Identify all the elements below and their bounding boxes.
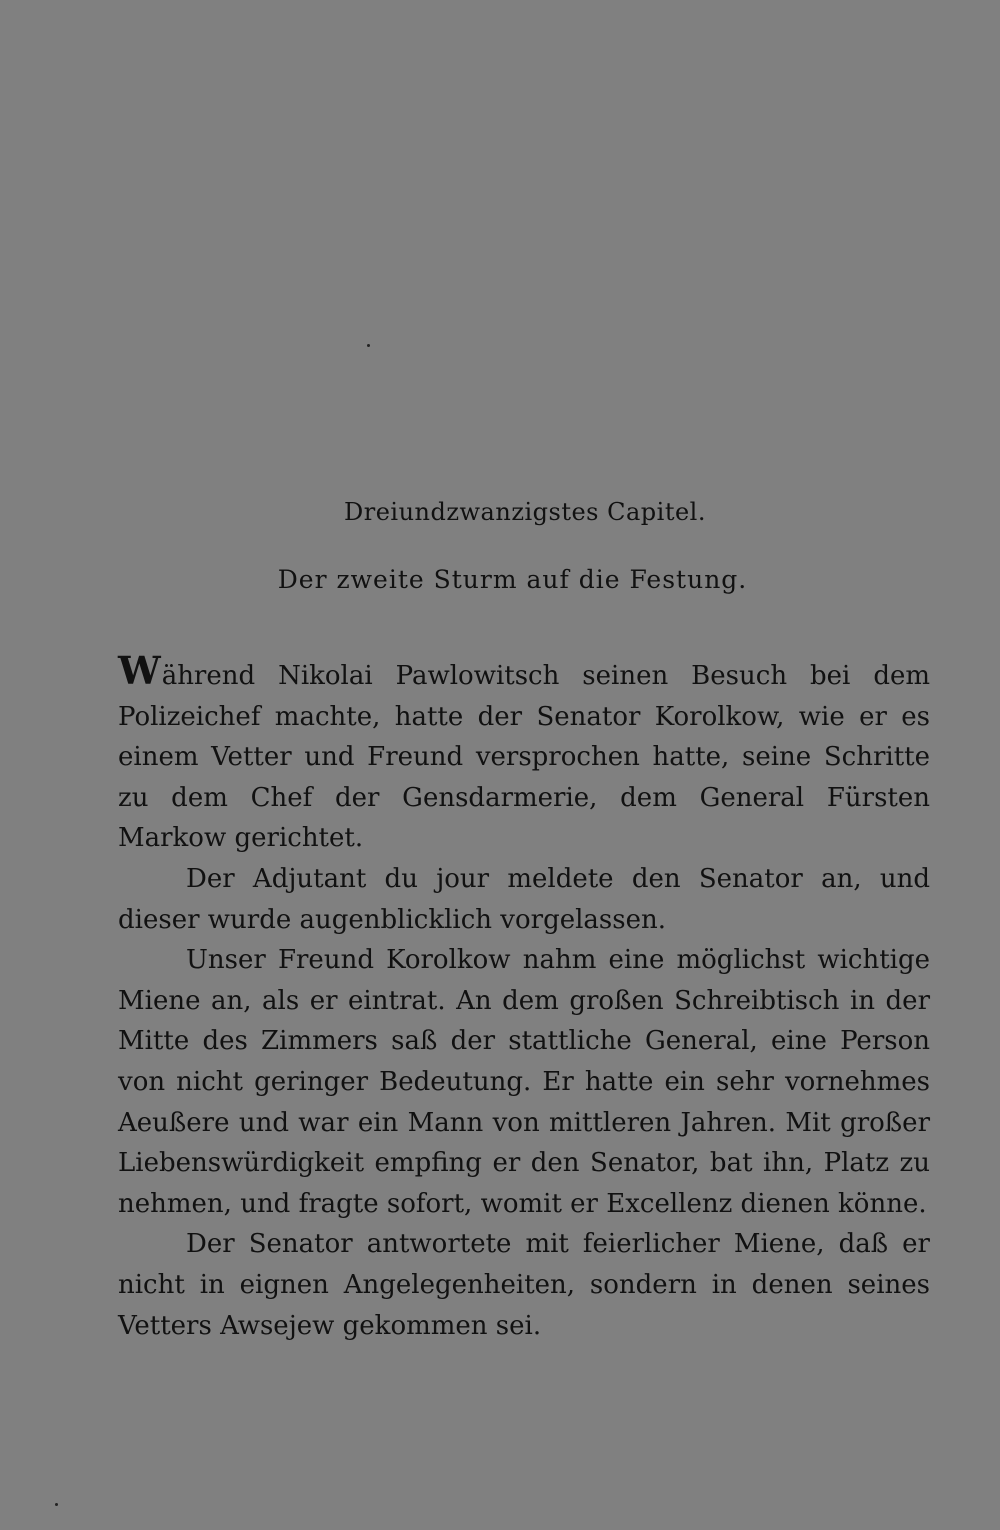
paragraph <box>118 648 930 859</box>
body-text <box>118 648 930 1346</box>
chapter-subtitle: Der zweite Sturm auf die Festung. <box>277 565 748 594</box>
paragraph-text: ährend Nikolai Pawlowitsch seinen Besuch bei dem Polizeichef machte, hatte der Senator Korolkow, wie er es einem Vetter und Freund versprochen hatte, seine Schritte zu dem Chef der Gensdarmerie, dem General Fürsten Markow gerichtet. <box>118 661 930 854</box>
ink-speck <box>367 344 370 347</box>
drop-cap: W <box>118 648 161 693</box>
paragraph: Der Senator antwortete mit feierlicher Miene, daß er nicht in eignen Angelegenheiten, sondern in denen seines Vetters Awsejew gekommen sei. <box>118 1229 930 1341</box>
chapter-title: Dreiundzwanzigstes Capitel. <box>344 498 706 526</box>
ink-speck <box>55 1503 58 1506</box>
paragraph: Unser Freund Korolkow nahm eine möglichst wichtige Miene an, als er eintrat. An dem großen Schreibtisch in der Mitte des Zimmers saß der stattliche General, eine Person von nicht geringer Bedeutung. Er hatte ein sehr vornehmes Aeußere und war ein Mann von mittleren Jahren. Mit großer Liebenswürdigkeit empfing er den Senator, bat ihn, Platz zu nehmen, und fragte sofort, womit er Excellenz dienen könne. <box>118 945 930 1219</box>
paragraph: Der Adjutant du jour meldete den Senator an, und dieser wurde augenblicklich vorgelassen. <box>118 863 930 935</box>
